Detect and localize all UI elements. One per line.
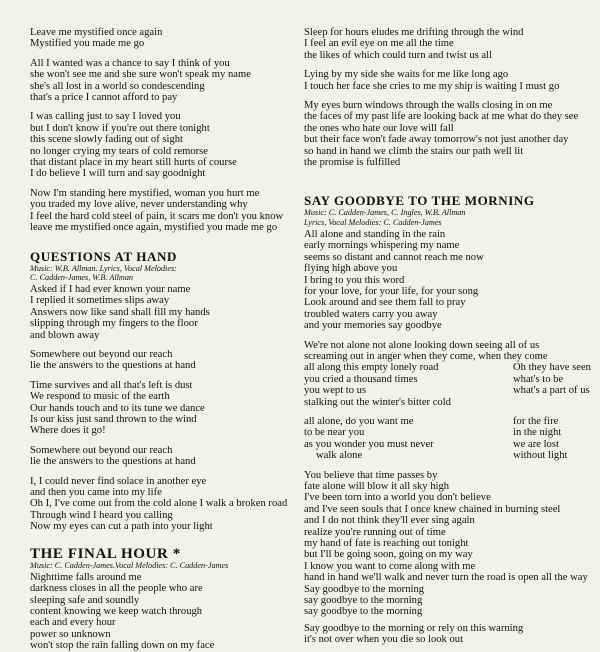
lyric-line: the ones who hate our love will fall <box>304 122 454 134</box>
stanza <box>304 623 594 646</box>
song-credits <box>304 208 594 226</box>
lyric-line: Now my eyes can cut a path into your light <box>30 521 213 533</box>
lyric-line: she's all lost in a world so condescending <box>30 80 205 92</box>
lyric-line: Answers now like sand shall fill my hands <box>30 306 210 318</box>
lyric-echo: for the fire <box>513 415 559 427</box>
lyric-line: Sleep for hours eludes me drifting through the wind <box>304 27 524 38</box>
lyric-line: each and every hour <box>30 617 116 629</box>
lyric-line: but I'll be going soon, going on my way <box>304 549 473 561</box>
lyric-line: We're not alone not alone looking down seeing all of us <box>304 339 540 351</box>
lyric-line: say goodbye to the morning <box>304 595 423 607</box>
stanza <box>304 69 594 92</box>
song-credits <box>30 561 298 570</box>
stanza <box>304 416 594 462</box>
lyric-line: Now I'm standing here mystified, woman you hurt me <box>30 187 260 199</box>
lyric-line: Where does it go! <box>30 425 106 437</box>
lyric-line: flying high above you <box>304 263 398 275</box>
credits-line: Music: C. Cadden-James.Vocal Melodies: C. Cadden-James <box>30 560 229 570</box>
stanza <box>30 111 298 179</box>
lyric-line: Our hands touch and to its tune we dance <box>30 402 205 414</box>
song-title: QUESTIONS AT HAND <box>30 248 177 264</box>
stanza <box>304 470 594 618</box>
song-title: THE FINAL HOUR * <box>30 545 181 562</box>
lyric-line: Time survives and all that's left is dust <box>30 379 193 391</box>
lyric-line: I replied it sometimes slips away <box>30 295 170 307</box>
lyric-line: and I do not think they'll ever sing again <box>304 515 475 527</box>
lyric-line: Somewhere out beyond our reach <box>30 348 173 360</box>
lyric-line: I feel an evil eye on me all the time <box>304 38 454 50</box>
lyric-line: power so unknown <box>30 628 111 640</box>
lyric-main: to be near you <box>304 427 365 439</box>
lyric-line: leave me mystified once again, mystified you made me go <box>30 222 278 234</box>
stanza <box>30 284 298 341</box>
lyric-echo: in the night <box>513 427 562 439</box>
lyric-line: the promise is fulfilled <box>304 157 401 169</box>
lyric-line: I feel the hard cold steel of pain, it scars me don't you know <box>30 210 284 222</box>
lyric-line <box>304 397 594 408</box>
lyric-line <box>304 374 594 385</box>
lyric-line: I do believe I will turn and say goodnight <box>30 168 206 180</box>
lyric-line <box>304 450 594 461</box>
lyric-line: Say goodbye to the morning or rely on this warning <box>304 622 524 634</box>
lyric-main: you wept to us <box>304 385 367 397</box>
song-credits <box>30 264 298 282</box>
lyric-line: I, I could never find solace in another eye <box>30 475 207 487</box>
lyric-line: I've been torn into a world you don't believe <box>304 492 491 504</box>
lyric-line: fate alone will blow it all sky high <box>304 481 450 492</box>
lyric-line: Asked if I had ever known your name <box>30 283 191 295</box>
lyric-line: lie the answers to the questions at hand <box>30 360 196 372</box>
credits-line: Music: W.B. Allman. Lyrics, Vocal Melodies: <box>30 263 177 273</box>
stanza <box>304 229 594 332</box>
lyric-line: My eyes burn windows through the walls closing in on me <box>304 100 553 112</box>
lyric-line: and blown away <box>30 329 100 341</box>
lyric-line: Through wind I heard you calling <box>30 509 173 521</box>
stanza <box>30 445 298 468</box>
lyric-line: Is our kiss just sand thrown to the wind <box>30 413 197 425</box>
lyric-line: won't stop the rain falling down on my face <box>30 640 215 652</box>
lyric-line: that distant place in my heart still hurts of course <box>30 157 237 169</box>
lyric-main: as you wonder you must never <box>304 438 434 450</box>
lyric-line: We respond to music of the earth <box>30 391 170 403</box>
stanza <box>304 340 594 408</box>
lyric-line: slipping through my fingers to the floor <box>30 318 198 330</box>
left-column <box>30 27 298 652</box>
lyric-echo: without light <box>513 450 568 462</box>
lyric-main: all along this empty lonely road <box>304 362 439 374</box>
lyric-line: the faces of my past life are looking back at me what do they see <box>304 111 579 123</box>
lyric-line: say goodbye to the morning <box>304 606 423 618</box>
lyric-line: this scene slowly fading out of sight <box>30 134 184 146</box>
lyric-main: walk alone <box>316 450 363 462</box>
lyric-main: you cried a thousand times <box>304 373 418 385</box>
lyric-line: early mornings whispering my name <box>304 240 460 252</box>
lyric-line: content knowing we keep watch through <box>30 606 203 618</box>
lyric-line <box>304 439 594 450</box>
lyric-line: I bring to you this word <box>304 274 405 286</box>
credits-line: Music: C. Cadden-James, C. Ingles, W.B. Allman <box>304 208 466 218</box>
lyric-line: sleeping safe and soundly <box>30 594 140 606</box>
lyric-line: but their face won't fade away tomorrow's not just another day <box>304 134 569 146</box>
stanza <box>30 188 298 234</box>
lyric-line: I was calling just to say I loved you <box>30 111 181 123</box>
lyric-line <box>304 385 594 396</box>
lyric-line: I touch her face she cries to me my ship is waiting I must go <box>304 80 560 92</box>
lyric-line: my hand of fate is reaching out tonight <box>304 538 469 550</box>
lyric-line: troubled waters carry you away <box>304 308 438 320</box>
stanza <box>30 476 298 533</box>
stanza <box>30 58 298 104</box>
lyric-echo: Oh they have seen <box>513 362 591 374</box>
stanza <box>304 100 594 168</box>
lyric-line: Nighttime falls around me <box>30 571 142 583</box>
stanza <box>304 27 594 61</box>
lyric-echo: what's to be <box>513 373 564 385</box>
lyric-line: but I don't know if you're out there tonight <box>30 122 210 134</box>
lyric-line: so hand in hand we climb the stairs our path well lit <box>304 145 524 157</box>
stanza <box>30 27 298 50</box>
lyric-line: hand in hand we'll walk and never turn the road is open all the way <box>304 572 588 584</box>
lyric-line <box>304 427 594 438</box>
lyric-line: screaming out in anger when they come, when they come <box>304 350 548 362</box>
lyric-line <box>304 362 594 373</box>
lyric-line: Oh I, I've come out from the cold alone I walk a broken road <box>30 498 288 510</box>
lyric-line: darkness closes in all the people who are <box>30 583 203 595</box>
lyric-main: all alone, do you want me <box>304 415 414 427</box>
lyric-line: Leave me mystified once again <box>30 27 163 38</box>
lyric-line: I know you want to come along with me <box>304 560 476 572</box>
lyric-line: Say goodbye to the morning <box>304 583 425 595</box>
stanza <box>30 380 298 437</box>
lyric-line: and I've seen souls that I once knew chained in burning steel <box>304 503 561 515</box>
lyric-line: Mystified you made me go <box>30 38 145 50</box>
lyric-line: she won't see me and she sure won't speak my name <box>30 69 251 81</box>
lyric-line: that's a price I cannot afford to pay <box>30 92 178 104</box>
lyric-line: All alone and standing in the rain <box>304 228 446 240</box>
lyric-line: no longer crying my tears of cold remorse <box>30 145 208 157</box>
lyric-line: Somewhere out beyond our reach <box>30 444 173 456</box>
lyric-line: All I wanted was a chance to say I think of you <box>30 57 230 69</box>
lyric-main: stalking out the winter's bitter cold <box>304 396 451 408</box>
lyric-line: seems so distant and cannot reach me now <box>304 251 484 263</box>
lyric-line: for your love, for your life, for your song <box>304 285 479 297</box>
lyric-line: and then you came into my life <box>30 487 162 498</box>
lyric-line: you traded my love alive, never understanding why <box>30 199 248 211</box>
lyric-line: and your memories say goodbye <box>304 320 442 332</box>
lyric-line: You believe that time passes by <box>304 469 438 481</box>
stanza <box>30 349 298 372</box>
right-column <box>304 27 594 646</box>
song-title: SAY GOODBYE TO THE MORNING <box>304 193 535 209</box>
lyric-line <box>304 416 594 427</box>
lyric-line: it's not over when you die so look out <box>304 634 464 646</box>
lyric-line: the likes of which could turn and twist us all <box>304 49 493 61</box>
credits-line: Lyrics, Vocal Melodies: C. Cadden-James <box>304 217 442 227</box>
lyric-echo: what's a part of us <box>513 385 590 397</box>
credits-line: C. Cadden-James, W.B. Allman <box>30 272 134 282</box>
lyric-echo: we are lost <box>513 438 559 450</box>
lyric-line: lie the answers to the questions at hand <box>30 456 196 468</box>
lyric-line: Lying by my side she waits for me like long ago <box>304 69 509 81</box>
lyric-line: realize you're running out of time <box>304 526 446 538</box>
stanza <box>30 572 298 652</box>
lyric-line: Look around and see them fall to pray <box>304 297 466 309</box>
